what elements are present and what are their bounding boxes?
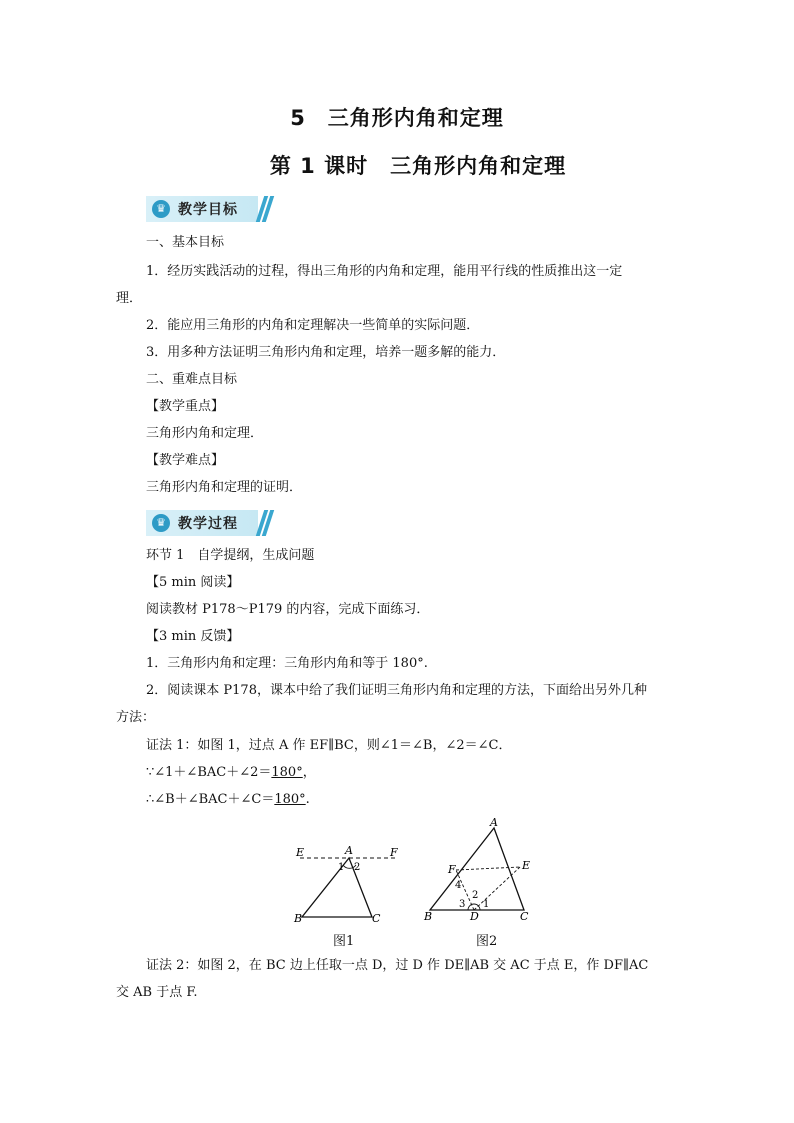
because-answer: 180° <box>271 765 303 780</box>
question-1: 1．三角形内角和定理：三角形内角和等于 180°. <box>146 656 428 671</box>
fig1-label-F: F <box>390 846 398 859</box>
goal-item-2: 2．能应用三角形的内角和定理解决一些简单的实际问题． <box>146 318 480 333</box>
process-label: 教学过程 <box>178 516 238 532</box>
proof-2-cont: 交 AB 于点 F. <box>116 985 198 1000</box>
lesson-title: 5 三角形内角和定理 <box>290 106 504 130</box>
fig2-label-A: A <box>490 816 498 829</box>
question-2: 2．阅读课本 P178，课本中给了我们证明三角形内角和定理的方法，下面给出另外几种 <box>146 683 647 698</box>
lesson-subtitle: 第 1 课时 三角形内角和定理 <box>269 154 567 178</box>
fig1-label-C: C <box>372 912 381 925</box>
trophy-icon: ♛ <box>152 200 170 218</box>
fig1-label-2: 2 <box>354 862 361 873</box>
figure-2-caption: 图2 <box>476 934 498 949</box>
difficulty-tag: 【教学难点】 <box>146 453 225 468</box>
key-goal-heading: 二、重难点目标 <box>146 372 238 387</box>
figure-1-caption: 图1 <box>333 934 355 949</box>
figure-2 <box>420 816 538 926</box>
goal-item-3: 3．用多种方法证明三角形内角和定理，培养一题多解的能力． <box>146 345 506 360</box>
therefore-line: ∴∠B＋∠BAC＋∠C＝180°. <box>146 792 310 807</box>
fig2-label-D: D <box>470 910 479 923</box>
fig1-label-B: B <box>294 912 303 925</box>
proof-1: 证法 1：如图 1，过点 A 作 EF∥BC，则∠1＝∠B，∠2＝∠C． <box>146 738 512 753</box>
question-2-cont: 方法： <box>116 710 156 725</box>
read-text: 阅读教材 P178～P179 的内容，完成下面练习． <box>146 602 430 617</box>
figure-1 <box>288 842 406 926</box>
trophy-icon: ♛ <box>152 514 170 532</box>
focus-text: 三角形内角和定理． <box>146 426 264 441</box>
basic-goal-heading: 一、基本目标 <box>146 235 225 250</box>
question-1-answer: 三角形内角和等于 180° <box>284 656 424 671</box>
proof-2: 证法 2：如图 2，在 BC 边上任取一点 D，过 D 作 DE∥AB 交 AC 于点 E，作 DF∥AC <box>146 958 649 973</box>
therefore-answer: 180° <box>274 792 306 807</box>
fig2-label-C: C <box>520 910 529 923</box>
process-banner <box>146 510 270 536</box>
fig1-label-1: 1 <box>338 862 345 873</box>
goal-item-1: 1．经历实践活动的过程，得出三角形的内角和定理，能用平行线的性质推出这一定 <box>146 264 623 279</box>
fig2-label-1: 1 <box>483 899 490 910</box>
fig1-label-A: A <box>345 844 353 857</box>
step-1: 环节 1 自学提纲，生成问题 <box>146 548 315 563</box>
feedback-tag: 【3 min 反馈】 <box>146 629 240 644</box>
because-line: ∵∠1＋∠BAC＋∠2＝180°， <box>146 765 316 780</box>
fig2-label-E: E <box>522 859 531 872</box>
goal-item-1-cont: 理． <box>116 291 143 306</box>
objectives-banner <box>146 196 270 222</box>
focus-tag: 【教学重点】 <box>146 399 225 414</box>
objectives-label: 教学目标 <box>178 202 238 218</box>
fig2-label-2: 2 <box>472 890 479 901</box>
fig2-label-B: B <box>424 910 433 923</box>
fig2-label-F: F <box>448 863 456 876</box>
fig1-label-E: E <box>296 846 305 859</box>
difficulty-text: 三角形内角和定理的证明． <box>146 480 303 495</box>
fig2-label-4: 4 <box>455 880 462 891</box>
read-tag: 【5 min 阅读】 <box>146 575 240 590</box>
fig2-label-3: 3 <box>459 899 466 910</box>
